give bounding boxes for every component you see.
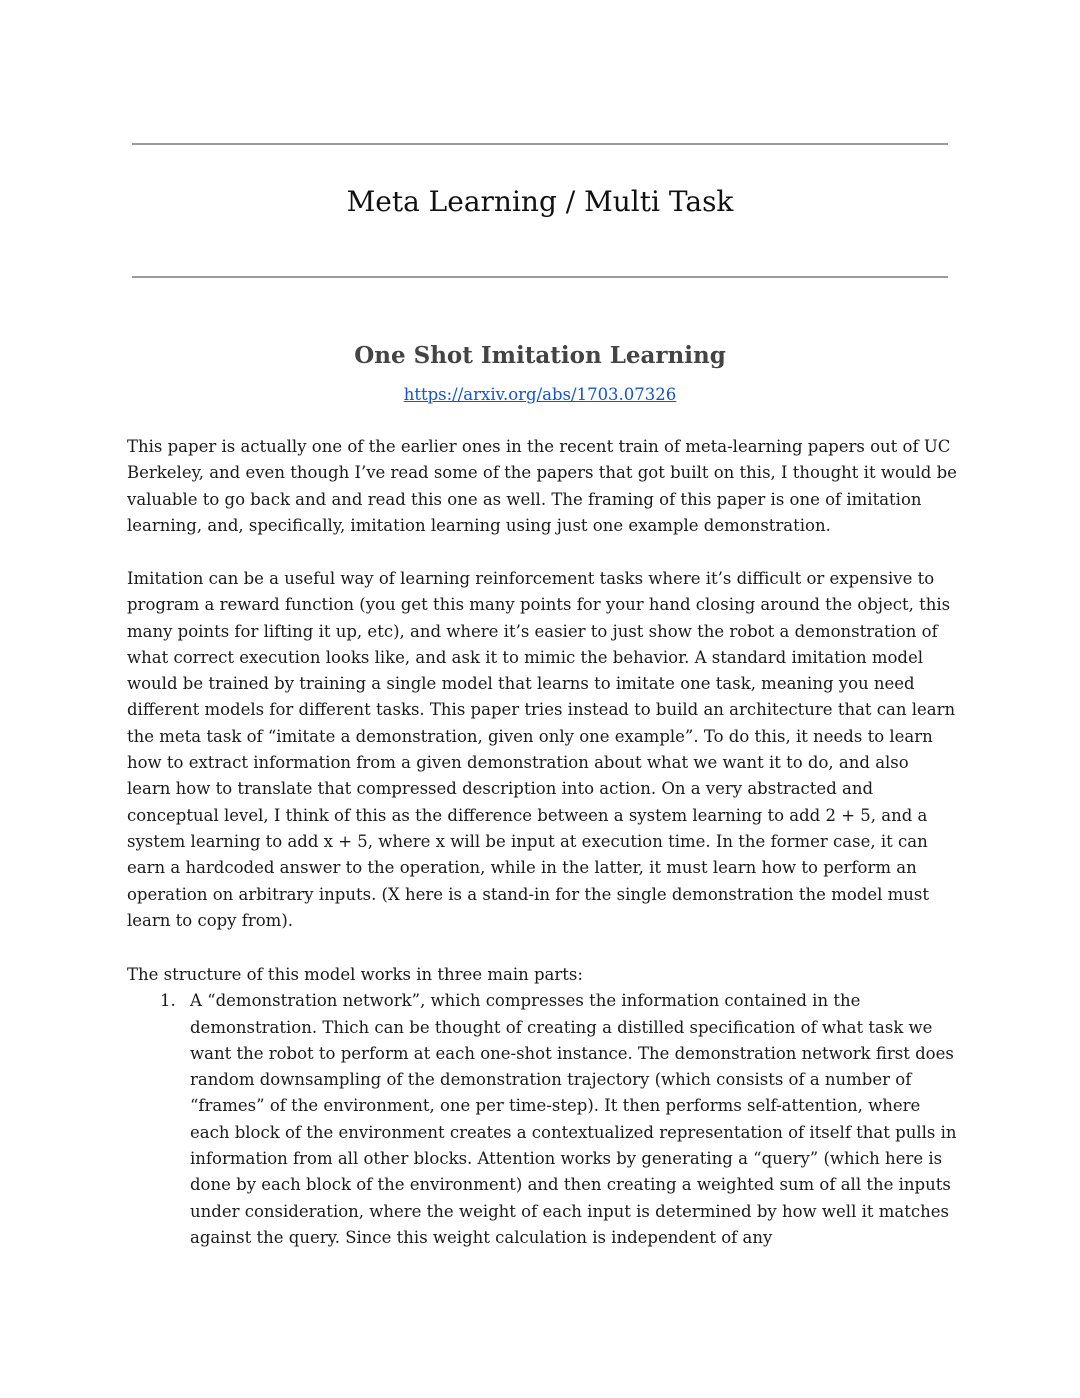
paragraph-imitation <box>127 566 957 934</box>
top-horizontal-rule <box>132 143 948 145</box>
document-title: Meta Learning / Multi Task <box>346 185 734 218</box>
paragraph-text: Imitation can be a useful way of learning reinforcement tasks where it’s difficult or expensive to program a reward function (you get this many points for your hand closing around the object, this many points for lifting it up, etc), and where it’s easier to just show the robot a demonstration of what correct execution looks like, and ask it to mimic the behavior. A standard imitation model would be trained by training a single model that learns to imitate one task, meaning you need different models for different tasks. This paper tries instead to build an architecture that can learn the meta task of “imitate a demonstration, given only one example”. To do this, it needs to learn how to extract information from a given demonstration about what we want it to do, and also learn how to translate that compressed description into action. On a very abstracted and conceptual level, I think of this as the difference between a system learning to add 2 + 5, and a system learning to add x + 5, where x will be input at execution time. In the former case, it can earn a hardcoded answer to the operation, while in the latter, it must learn how to perform an operation on arbitrary inputs. (X here is a stand-in for the single demonstration the model must learn to copy from). <box>127 569 956 930</box>
list-item-number: 1. <box>160 991 176 1011</box>
paragraph-text: This paper is actually one of the earlier ones in the recent train of meta-learning papers out of UC Berkeley, and even though I’ve read some of the papers that got built on this, I thought it would be valuable to go back and and read this one as well. The framing of this paper is one of imitation learning, and, specifically, imitation learning using just one example demonstration. <box>127 437 957 535</box>
structure-list <box>127 988 957 1251</box>
bottom-horizontal-rule <box>132 276 948 278</box>
paragraph-intro <box>127 434 957 539</box>
structure-section <box>127 962 957 1251</box>
list-item-text: A “demonstration network”, which compresses the information contained in the demonstration. Thich can be thought of creating a distilled specification of what task we want the robot to perform at each one-shot instance. The demonstration network first does random downsampling of the demonstration trajectory (which consists of a number of “frames” of the environment, one per time-step). It then performs self-attention, where each block of the environment creates a contextualized representation of itself that pulls in information from all other blocks. Attention works by generating a “query” (which here is done by each block of the environment) and then creating a weighted sum of all the inputs under consideration, where the weight of each input is determined by how well it matches against the query. Since this weight calculation is independent of any <box>190 991 957 1247</box>
paper-link-line <box>0 382 1080 408</box>
paper-link[interactable]: https://arxiv.org/abs/1703.07326 <box>403 385 677 404</box>
list-item <box>127 988 957 1251</box>
section-heading: One Shot Imitation Learning <box>354 342 726 369</box>
structure-intro: The structure of this model works in three main parts: <box>127 965 583 984</box>
